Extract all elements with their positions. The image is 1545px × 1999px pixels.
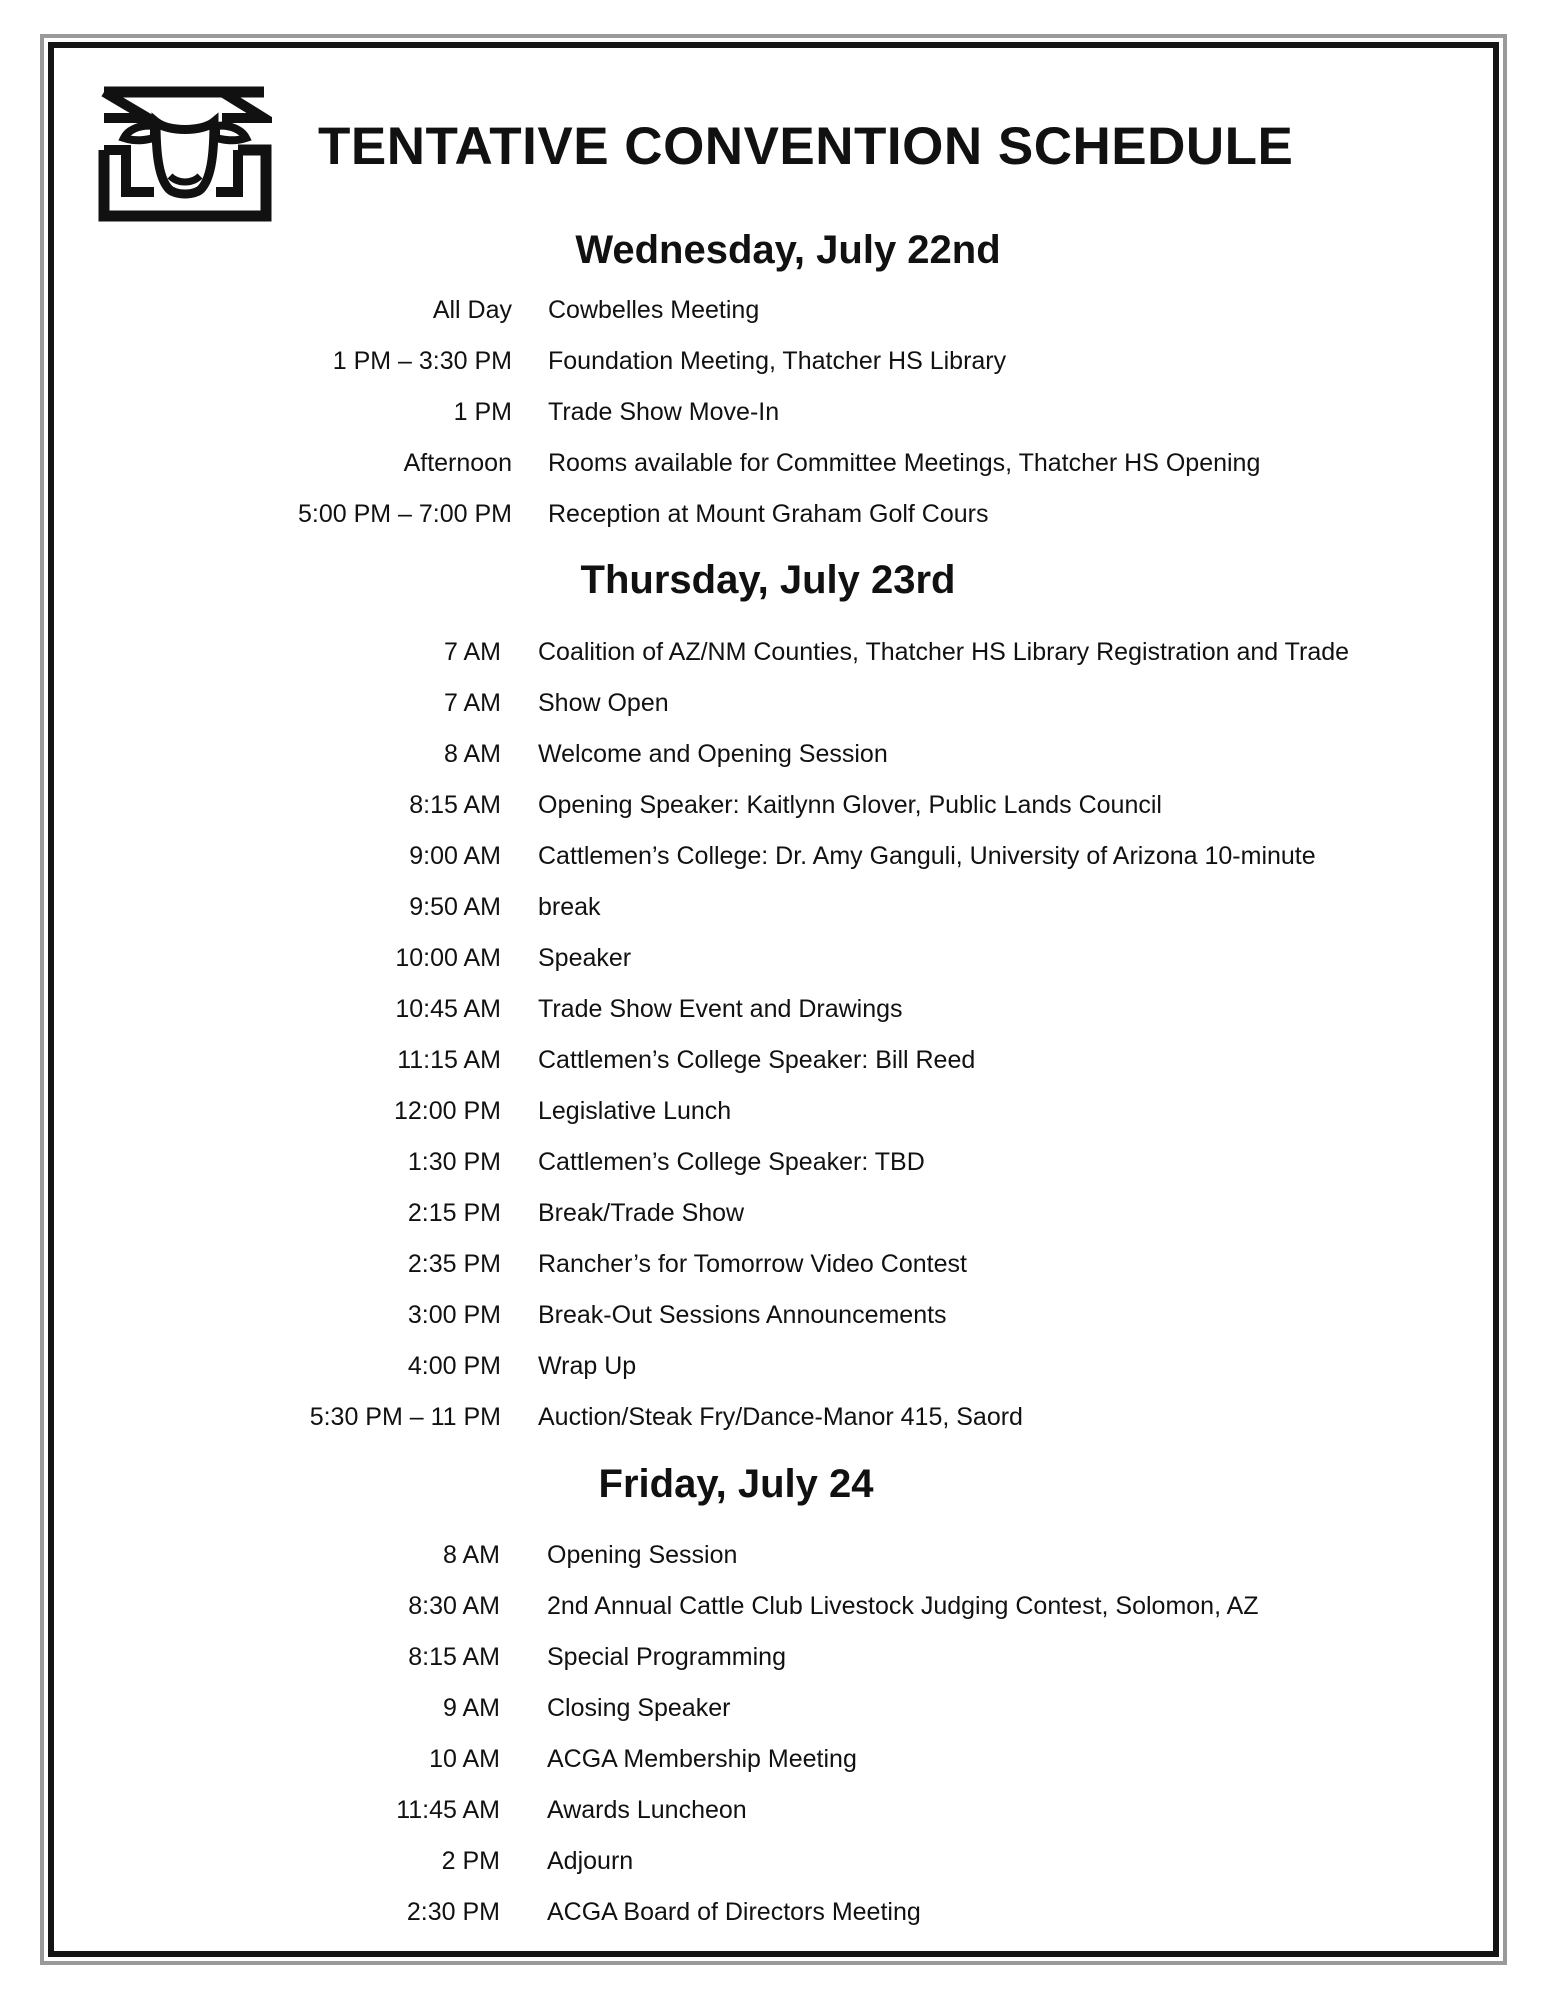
schedule-event: 2nd Annual Cattle Club Livestock Judging Contest, Solomon, AZ: [547, 1592, 1259, 1620]
schedule-event: Reception at Mount Graham Golf Cours: [548, 500, 989, 528]
schedule-event: Welcome and Opening Session: [538, 740, 888, 768]
schedule-row: [0, 836, 501, 876]
schedule-time: 8:15 AM: [408, 1643, 500, 1671]
schedule-row: [0, 1244, 501, 1284]
schedule-row: [0, 1688, 500, 1728]
schedule-row: [0, 1739, 500, 1779]
schedule-row: [0, 1637, 500, 1677]
schedule-row: [0, 989, 501, 1029]
schedule-time: 8 AM: [444, 740, 501, 768]
schedule-row: [0, 1346, 501, 1386]
schedule-event: Trade Show Event and Drawings: [538, 995, 903, 1023]
schedule-row: [0, 938, 501, 978]
schedule-row: [0, 887, 501, 927]
schedule-time: 8:30 AM: [408, 1592, 500, 1620]
schedule-event: Closing Speaker: [547, 1694, 731, 1722]
schedule-time: 10 AM: [429, 1745, 500, 1773]
schedule-time: 8:15 AM: [409, 791, 501, 819]
schedule-time: 9 AM: [443, 1694, 500, 1722]
schedule-time: 4:00 PM: [407, 1352, 501, 1380]
schedule-time: All Day: [432, 296, 512, 324]
day-heading: Friday, July 24: [598, 1462, 874, 1506]
schedule-time: 3:00 PM: [407, 1301, 501, 1329]
schedule-event: Cattlemen’s College: Dr. Amy Ganguli, University of Arizona 10-minute: [538, 842, 1316, 870]
schedule-event: Auction/Steak Fry/Dance-Manor 415, Saord: [538, 1403, 1023, 1431]
schedule-event: Awards Luncheon: [547, 1796, 747, 1824]
schedule-event: Rooms available for Committee Meetings, Thatcher HS Opening: [548, 449, 1261, 477]
schedule-event: Show Open: [538, 689, 669, 717]
schedule-row: [0, 1790, 500, 1830]
schedule-event: Legislative Lunch: [538, 1097, 732, 1125]
schedule-event: Wrap Up: [538, 1352, 637, 1380]
schedule-event: Rancher’s for Tomorrow Video Contest: [538, 1250, 967, 1278]
schedule-row: [0, 1841, 500, 1881]
schedule-time: 2 PM: [441, 1847, 500, 1875]
schedule-event: Foundation Meeting, Thatcher HS Library: [548, 347, 1007, 375]
schedule-event: Coalition of AZ/NM Counties, Thatcher HS Library Registration and Trade: [538, 638, 1350, 666]
schedule-row: [0, 1142, 501, 1182]
cattle-brand-logo: [98, 80, 272, 226]
schedule-row: [0, 392, 512, 432]
schedule-row: [0, 683, 501, 723]
schedule-time: 12:00 PM: [393, 1097, 501, 1125]
schedule-event: Opening Speaker: Kaitlynn Glover, Public Lands Council: [538, 791, 1162, 819]
schedule-row: [0, 443, 512, 483]
schedule-time: 10:45 AM: [395, 995, 501, 1023]
schedule-row: [0, 1295, 501, 1335]
schedule-row: [0, 1040, 501, 1080]
schedule-time: 11:15 AM: [397, 1046, 501, 1074]
schedule-time: 10:00 AM: [395, 944, 501, 972]
schedule-time: 1 PM: [453, 398, 512, 426]
schedule-row: [0, 494, 512, 534]
schedule-row: [0, 632, 501, 672]
schedule-event: Opening Session: [547, 1541, 738, 1569]
schedule-time: 5:30 PM – 11 PM: [309, 1403, 501, 1431]
page-title: TENTATIVE CONVENTION SCHEDULE: [318, 117, 1294, 176]
schedule-event: break: [538, 893, 601, 921]
schedule-event: Adjourn: [547, 1847, 634, 1875]
schedule-row: [0, 1193, 501, 1233]
schedule-row: [0, 1397, 501, 1437]
schedule-event: Cowbelles Meeting: [548, 296, 760, 324]
schedule-time: 2:30 PM: [406, 1898, 500, 1926]
schedule-event: Break-Out Sessions Announcements: [538, 1301, 947, 1329]
schedule-time: 11:45 AM: [396, 1796, 500, 1824]
schedule-time: 2:35 PM: [407, 1250, 501, 1278]
schedule-row: [0, 1892, 500, 1932]
schedule-time: 7 AM: [444, 638, 501, 666]
schedule-row: [0, 1586, 500, 1626]
schedule-time: 1:30 PM: [407, 1148, 501, 1176]
schedule-time: 9:50 AM: [409, 893, 501, 921]
schedule-event: ACGA Membership Meeting: [547, 1745, 857, 1773]
schedule-row: [0, 1535, 500, 1575]
schedule-time: 8 AM: [443, 1541, 500, 1569]
schedule-time: 5:00 PM – 7:00 PM: [297, 500, 512, 528]
schedule-event: Special Programming: [547, 1643, 786, 1671]
schedule-time: 1 PM – 3:30 PM: [332, 347, 512, 375]
schedule-time: Afternoon: [403, 449, 512, 477]
schedule-event: Cattlemen’s College Speaker: TBD: [538, 1148, 925, 1176]
schedule-time: 9:00 AM: [409, 842, 501, 870]
schedule-event: Cattlemen’s College Speaker: Bill Reed: [538, 1046, 976, 1074]
schedule-row: [0, 785, 501, 825]
schedule-row: [0, 290, 512, 330]
schedule-event: Break/Trade Show: [538, 1199, 745, 1227]
schedule-row: [0, 734, 501, 774]
schedule-time: 7 AM: [444, 689, 501, 717]
schedule-event: Speaker: [538, 944, 632, 972]
schedule-event: ACGA Board of Directors Meeting: [547, 1898, 921, 1926]
day-heading: Wednesday, July 22nd: [575, 228, 1001, 272]
schedule-row: [0, 1091, 501, 1131]
schedule-time: 2:15 PM: [407, 1199, 501, 1227]
schedule-row: [0, 341, 512, 381]
day-heading: Thursday, July 23rd: [580, 558, 956, 602]
schedule-event: Trade Show Move-In: [548, 398, 780, 426]
